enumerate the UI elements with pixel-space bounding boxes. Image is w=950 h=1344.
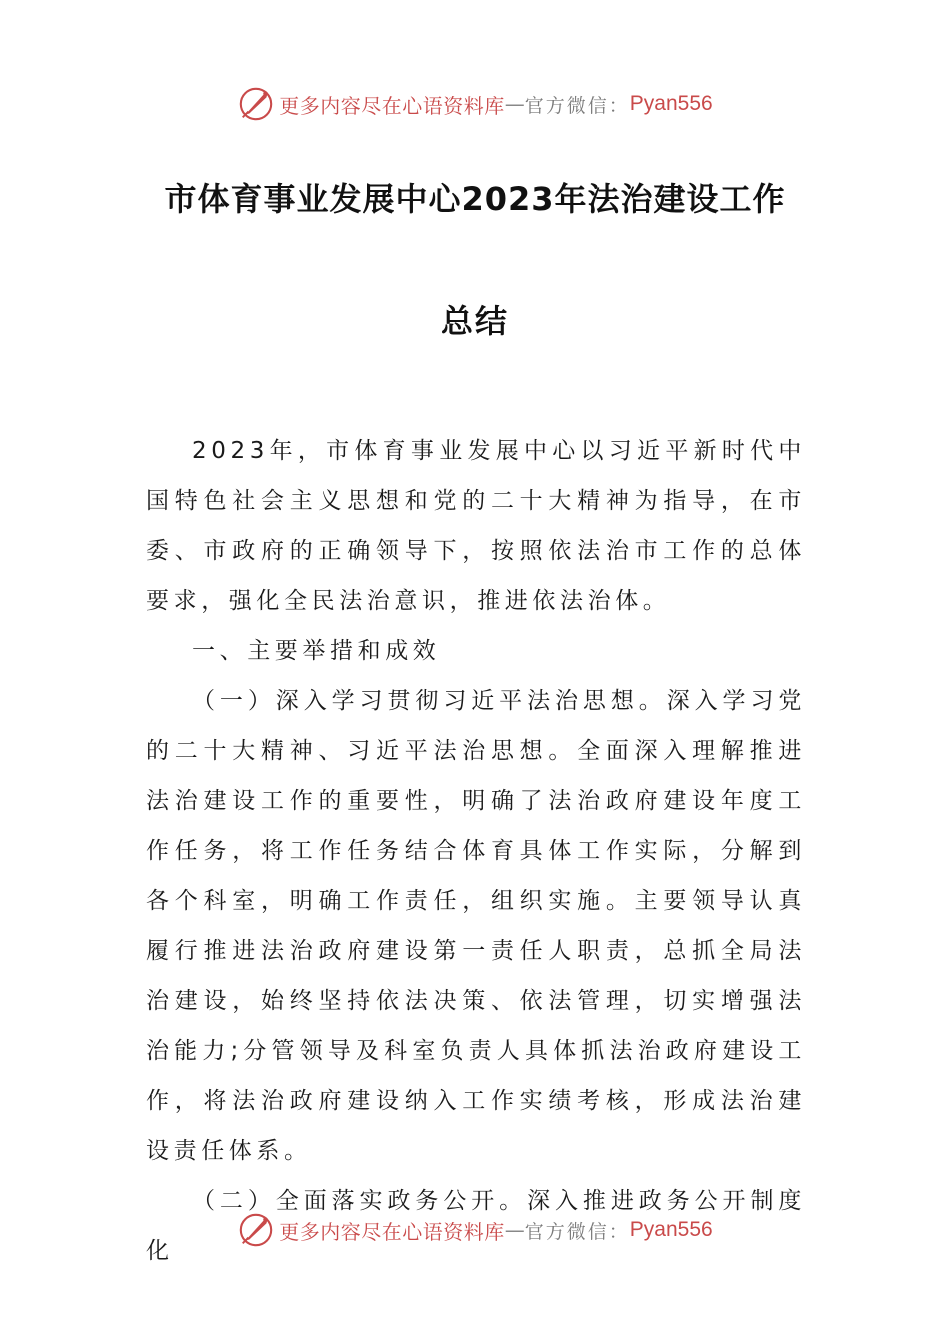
quill-pen-circle-icon [237, 85, 275, 123]
watermark-separator: — [504, 92, 525, 116]
watermark-wechat-id: Pyan556 [629, 1218, 713, 1241]
section-heading: 一、主要举措和成效 [192, 638, 441, 664]
watermark-separator: — [504, 1218, 525, 1242]
document-title-line-1: 市体育事业发展中心2023年法治建设工作 [164, 180, 786, 218]
subsection-paragraph-1: （一）深入学习贯彻习近平法治思想。深入学习党的二十大精神、习近平法治思想。全面深入理解推进法治建设工作的重要性，明确了法治政府建设年度工作任务，将工作任务结合体育具体工作实际，分解到各个科室，明确工作责任，组织实施。主要领导认真履行推进法治政府建设第一责任人职责，总抓全局法治建设，始终坚持依法决策、依法管理，切实增强法治能力;分管领导及科室负责人具体抓法治政府建设工作，将法治政府建设纳入工作实绩考核，形成法治建设责任体系。 [146, 688, 806, 1164]
watermark-label: 官方微信： [524, 94, 630, 117]
watermark-site-text: 更多内容尽在心语资料库 [279, 1219, 505, 1244]
watermark-site-text: 更多内容尽在心语资料库 [279, 93, 505, 118]
quill-pen-circle-icon [237, 1211, 275, 1249]
watermark-banner-top [0, 82, 950, 126]
watermark-label: 官方微信： [524, 1220, 630, 1243]
document-body [146, 426, 806, 1276]
watermark-wechat-id: Pyan556 [629, 92, 713, 115]
subsection-paragraph-2: （二）全面落实政务公开。深入推进政务公开制度化 [146, 1188, 806, 1264]
intro-paragraph: 2023年，市体育事业发展中心以习近平新时代中国特色社会主义思想和党的二十大精神为指导，在市委、市政府的正确领导下，按照依法治市工作的总体要求，强化全民法治意识，推进依法治体。 [146, 438, 806, 614]
watermark-banner-bottom [0, 1208, 950, 1252]
document-title-line-2: 总结 [440, 302, 509, 340]
